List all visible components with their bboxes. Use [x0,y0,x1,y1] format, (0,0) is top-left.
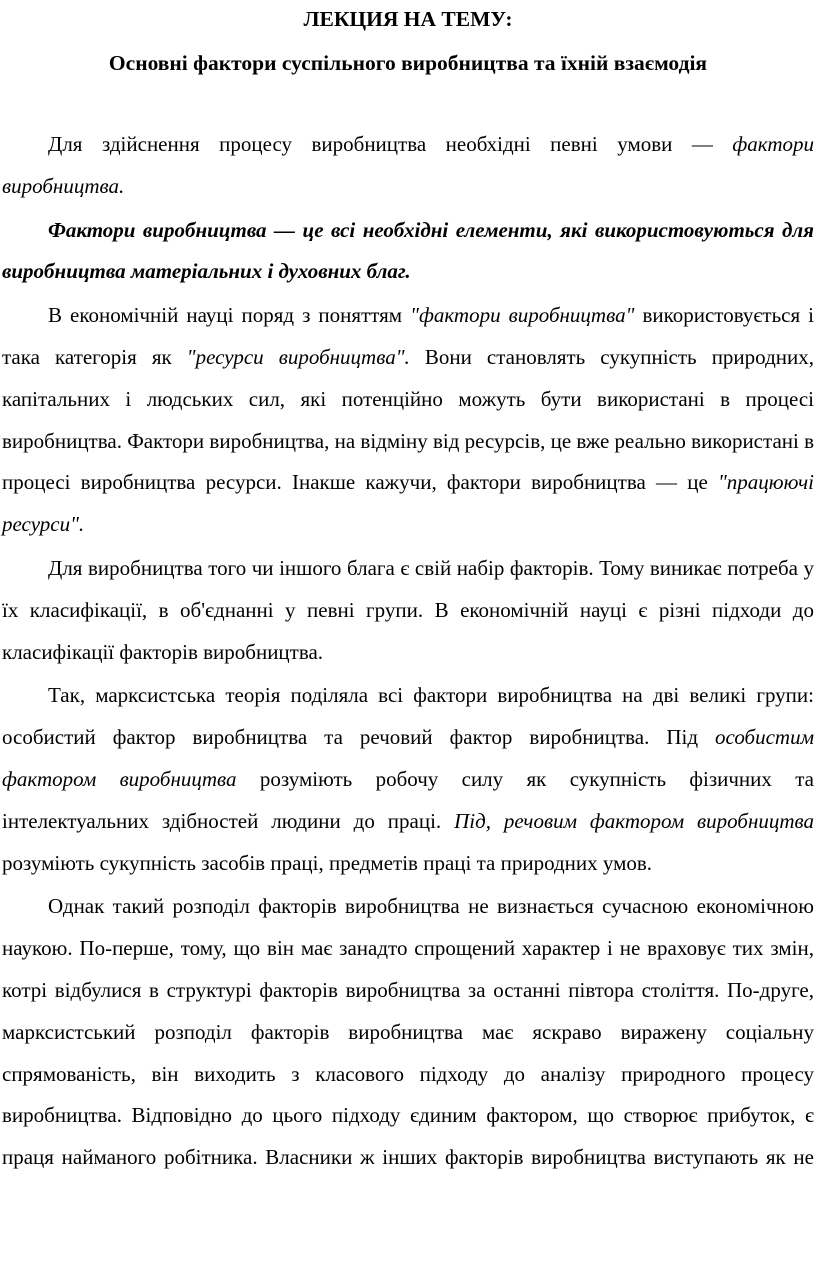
paragraph-classification [2,548,814,673]
paragraph-text: В економічній науці поряд з поняттям [48,303,411,328]
paragraph-text: Вони становлять сукупність природних, капітальних і людських сил, які потенційно можуть бути використані в процесі виробництва. Фактори виробництва, на відміну від ресурсів, це вже реально використані в процесі виробництва ресурси. Інакше кажучи, фактори виробництва — це [2,344,814,495]
italic-term: фактори виробництва. [2,132,814,198]
italic-term: "ресурси виробництва". [186,344,410,369]
paragraph-text: Однак такий розподіл факторів виробництва не визнається сучасною економічною наукою. По-перше, тому, що він має занадто спрощений характер і не враховує тих змін, котрі відбулися в структурі факторів виробництва за останні півтора століття. По-друге, марксистський розподіл факторів виробництва має яскраво виражену соціальну спрямованість, він виходить з класового підходу до аналізу природного процесу виробництва. Відповідно до цього підходу єдиним фактором, що створює прибуток, є праця найманого робітника. Власники ж інших факторів виробництва виступають як не [2,894,814,1170]
paragraph-text: Для виробництва того чи іншого блага є свій набір факторів. Тому виникає потреба у їх класифікації, в об'єднанні у певні групи. В економічній науці є різні підходи до класифікації факторів виробництва. [2,555,814,664]
paragraph-criticism [2,886,814,1179]
paragraph-text: Для здійснення процесу виробництва необхідні певні умови — [48,132,733,156]
document-subtitle: Основні фактори суспільного виробництва та їхній взаємодія [108,51,708,75]
paragraph-text: розуміють робочу силу як сукупність фізичних та інтелектуальних здібностей людини до праці. [2,766,814,833]
paragraph-definition [2,210,814,294]
document-title: ЛЕКЦИЯ НА ТЕМУ: [303,7,513,31]
italic-term: Під, речовим фактором виробництва [454,808,814,833]
paragraph-marxist [2,675,814,884]
paragraph-text: розуміють сукупність засобів праці, предметів праці та природних умов. [2,850,653,875]
italic-term: "фактори виробництва" [410,303,635,328]
italic-term: особистим фактором виробництва [2,725,814,791]
paragraph-intro [2,124,814,208]
italic-term: "працюючі ресурси". [2,470,814,537]
paragraph-resources [2,295,814,546]
paragraph-text: використовується і така категорія як [2,303,815,369]
paragraph-text: Так, марксистська теорія поділяла всі фактори виробництва на дві великі групи: особистий фактор виробництва та речовий фактор виробництва. Під [2,683,814,750]
definition-text: Фактори виробництва — це всі необхідні елементи, які використовуються для виробництва матеріальних і духовних благ. [2,217,814,284]
